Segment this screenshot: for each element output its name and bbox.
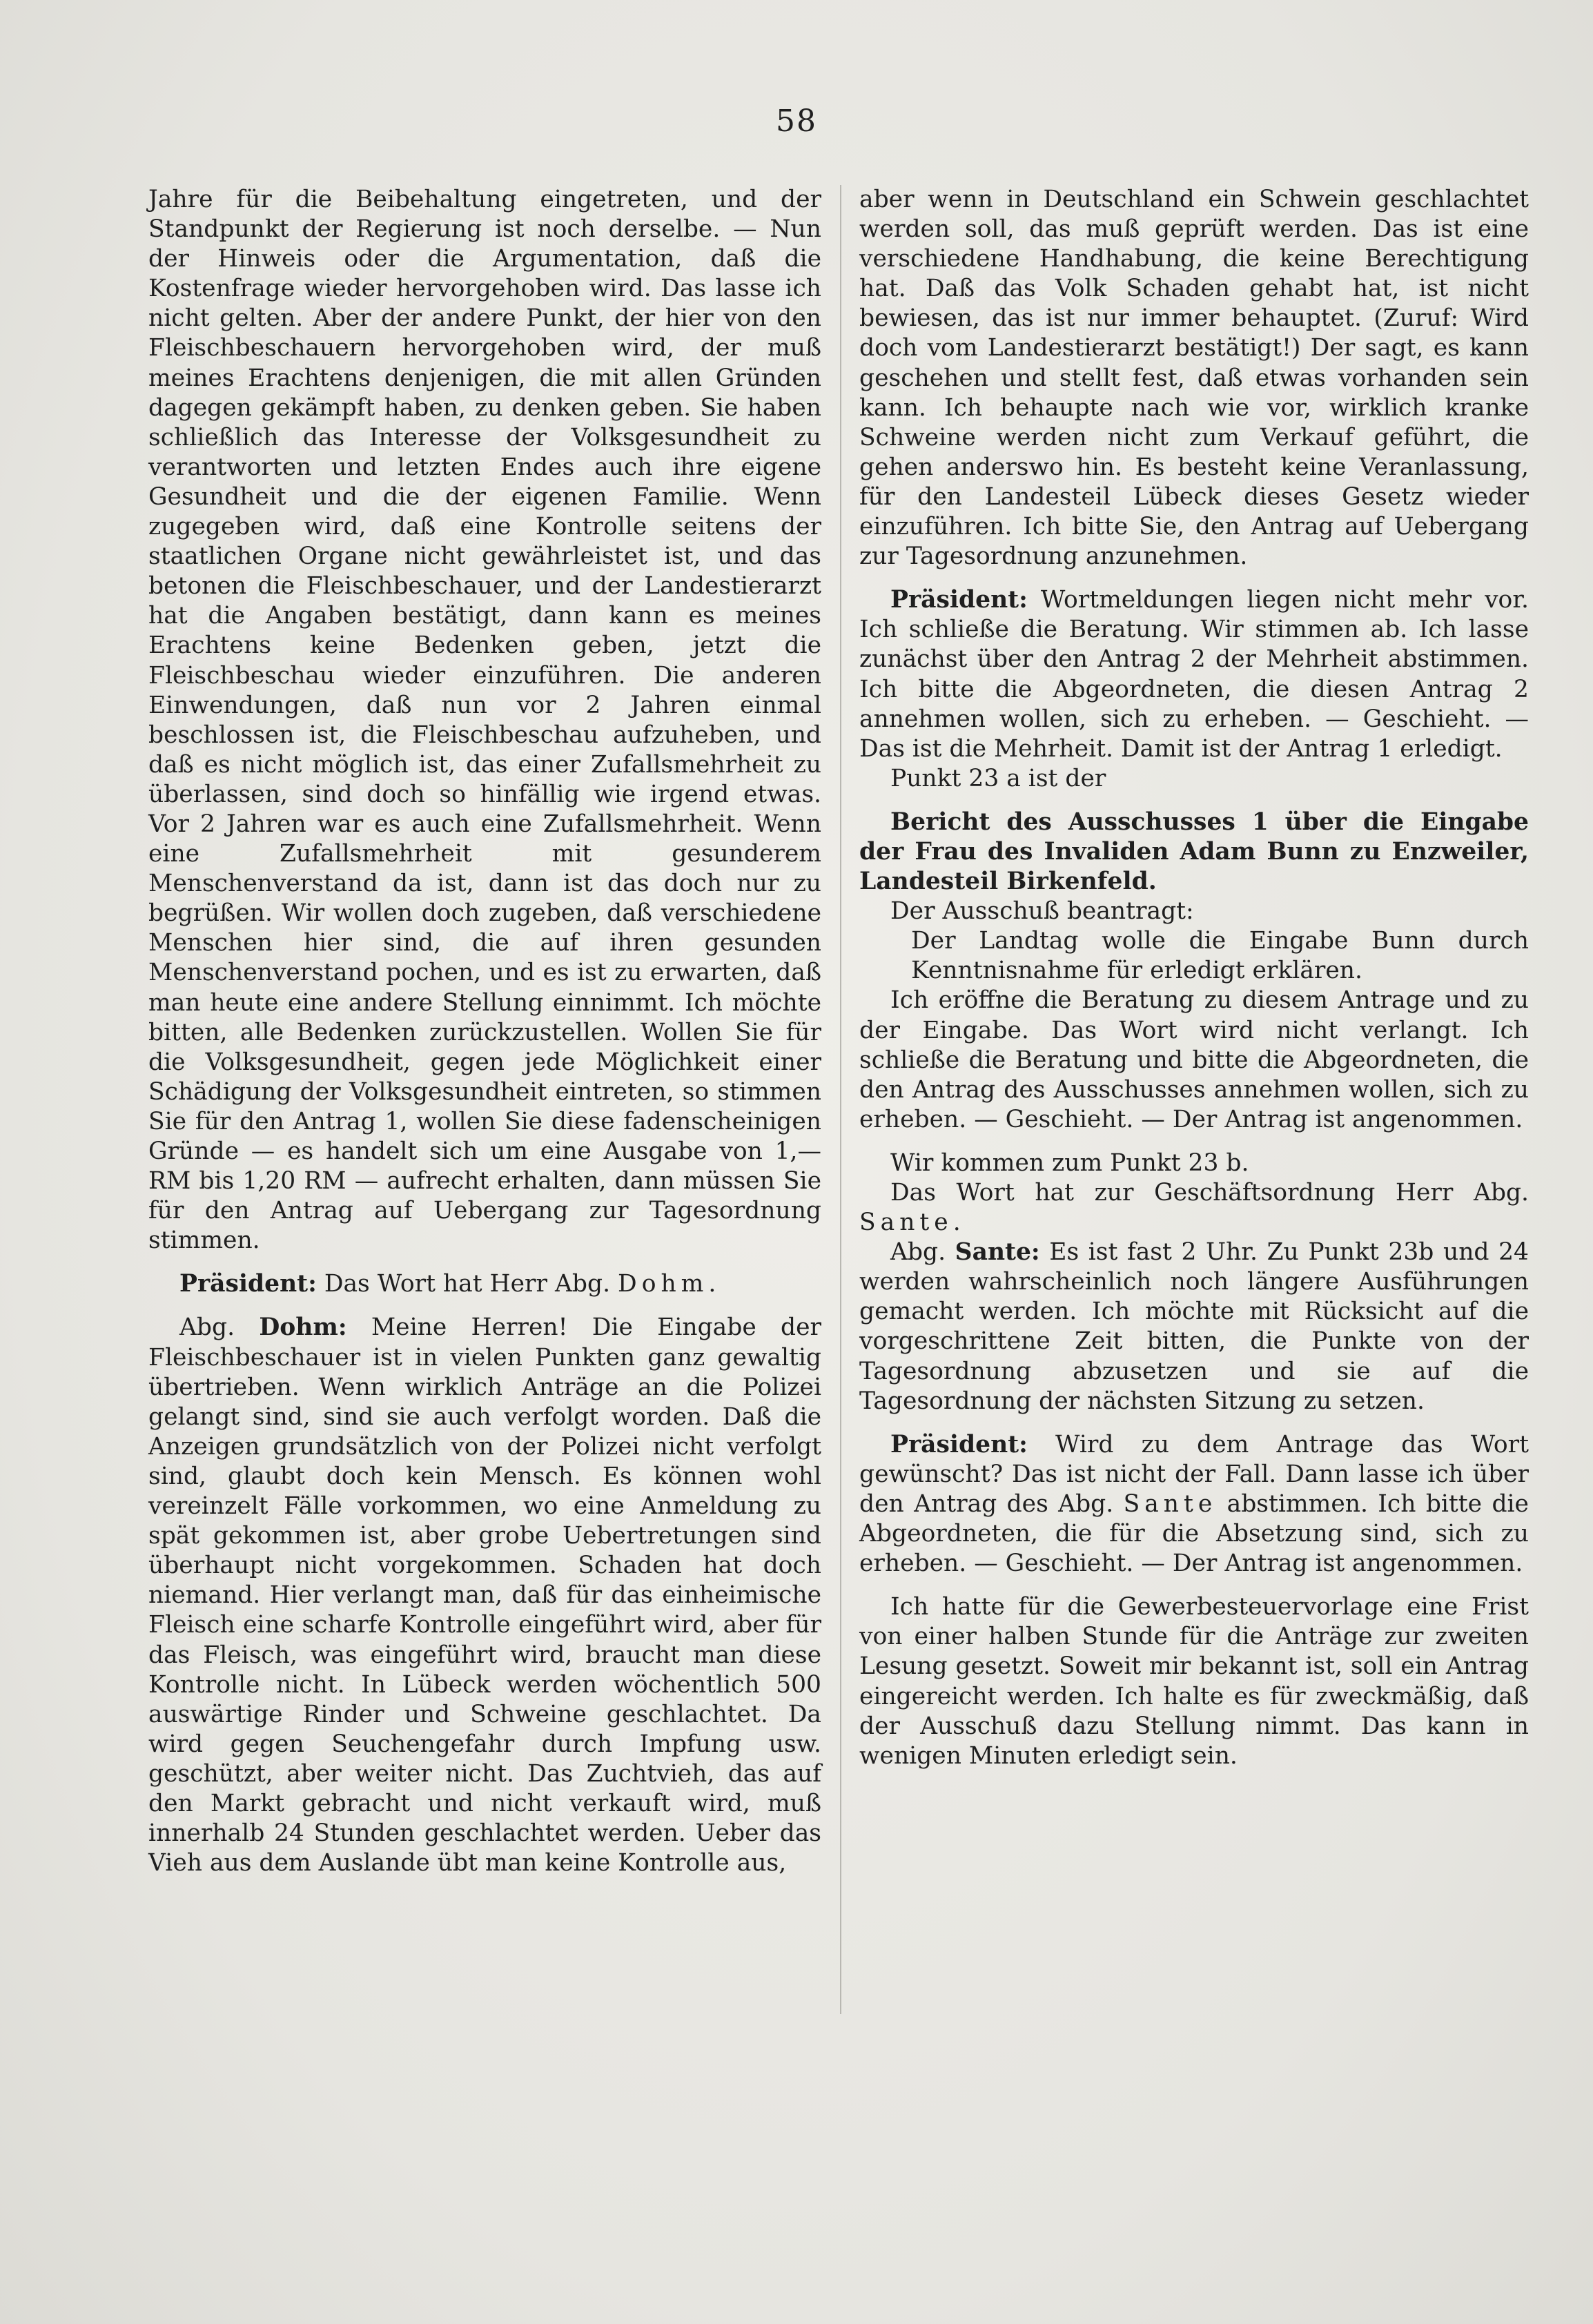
speaker-prefix: Abg. [890,1238,946,1267]
right-paragraph-3: Punkt 23 a ist der [890,764,1106,792]
right-column [859,185,1529,1771]
paragraph-text: Das Wort hat Herr Abg. [324,1270,611,1298]
column-divider [840,185,841,2014]
left-paragraph-1: Jahre für die Beibehaltung eingetreten, und der Standpunkt der Regierung ist noch derselbe. — Nun der Hinweis oder die Argumentation, daß die Kostenfrage wieder hervorgehoben wird. Das lasse ich nicht gelten. Aber der andere Punkt, der hier von den Fleischbeschauern hervorgehoben wird, der muß meines Erachtens denjenigen, die mit allen Gründen dagegen gekämpft haben, zu denken geben. Sie haben schließlich das Interesse der Volksgesundheit zu verantworten und letzten Endes auch ihre eigene Gesundheit und die der eigenen Familie. Wenn zugegeben wird, daß eine Kontrolle seitens der staatlichen Organe nicht gewährleistet ist, und das betonen die Fleischbeschauer, und der Landestierarzt hat die Angaben bestätigt, dann kann es meines Erachtens keine Bedenken geben, jetzt die Fleischbeschau wieder einzuführen. Die anderen Einwendungen, daß nun vor 2 Jahren einmal beschlossen ist, die Fleischbeschau aufzuheben, und daß es nicht möglich ist, das einer Zufallsmehrheit zu überlassen, sind doch so hinfällig wie irgend etwas. Vor 2 Jahren war es auch eine Zufallsmehrheit. Wenn eine Zufallsmehrheit mit gesunderem Menschenverstand da ist, dann ist das doch nur zu begrüßen. Wir wollen doch zugeben, daß verschiedene Menschen hier sind, die auf ihren gesunden Menschenverstand pochen, und es ist zu erwarten, daß man heute eine andere Stellung einnimmt. Ich möchte bitten, alle Bedenken zurückzustellen. Wollen Sie für die Volksgesundheit, gegen jede Möglichkeit einer Schädigung der Volksgesundheit eintreten, so stimmen Sie für den Antrag 1, wollen Sie diese fadenscheinigen Gründe — es handelt sich um eine Ausgabe von 1,— RM bis 1,20 RM — aufrecht erhalten, dann müssen Sie für den Antrag auf Uebergang zur Tagesordnung stimmen. [148,186,821,1255]
paragraph-text: Es ist fast 2 Uhr. Zu Punkt 23b und 24 werden wahrscheinlich noch längere Ausführungen gemacht werden. Ich möchte mit Rücksicht auf die vorgeschrittene Zeit bitten, die Punkte von der Tagesordnung abzusetzen und sie auf die Tagesordnung der nächsten Sitzung zu setzen. [859,1238,1529,1415]
right-paragraph-10: Ich hatte für die Gewerbesteuervorlage eine Frist von einer halben Stunde für die Anträge zur zweiten Lesung gesetzt. Soweit mir bekannt ist, soll ein Antrag eingereicht werden. Ich halte es für zweckmäßig, daß der Ausschuß dazu Stellung nimmt. Das kann in wenigen Minuten erledigt sein. [859,1593,1529,1770]
right-paragraph-1: aber wenn in Deutschland ein Schwein geschlachtet werden soll, das muß geprüft werden. Das ist eine verschiedene Handhabung, die keine Berechtigung hat. Daß das Volk Schaden gehabt hat, ist nicht bewiesen, das ist nur immer behauptet. (Zuruf: Wird doch vom Landestierarzt bestätigt!) Der sagt, es kann geschehen und stellt fest, daß etwas vorhanden sein kann. Ich behaupte nach wie vor, wirklich kranke Schweine werden nicht zum Verkauf geführt, die gehen anderswo hin. Es besteht keine Veranlassung, für den Landesteil Lübeck dieses Gesetz wieder einzuführen. Ich bitte Sie, den Antrag auf Uebergang zur Tagesordnung anzunehmen. [859,186,1529,571]
paragraph-text: Wortmeldungen liegen nicht mehr vor. Ich schließe die Beratung. Wir stimmen ab. Ich lasse zunächst über den Antrag 2 der Mehrheit abstimmen. Ich bitte die Abgeordneten, die diesen Antrag 2 annehmen wollen, sich zu erheben. — Geschieht. — Das ist die Mehrheit. Damit ist der Antrag 1 erledigt. [859,586,1529,763]
speaker-name: Sante. [859,1209,966,1237]
right-paragraph-8 [859,1238,1529,1416]
speaker-name: Dohm. [618,1270,721,1298]
left-paragraph-2 [148,1269,821,1299]
right-paragraph-7 [859,1178,1529,1238]
speaker-label: Dohm: [259,1314,347,1342]
page-number: 58 [776,104,817,139]
paragraph-text: Meine Herren! Die Eingabe der Fleischbeschauer ist in vielen Punkten ganz gewaltig übertrieben. Wenn wirklich Anträge an die Polizei gelangt sind, sind sie auch verfolgt worden. Daß die Anzeigen grundsätzlich von der Polizei nicht verfolgt sind, glaubt doch kein Mensch. Es können wohl vereinzelt Fälle vorkommen, wo eine Anmeldung zu spät gekommen ist, aber grobe Uebertretungen sind überhaupt nicht vorgekommen. Schaden hat doch niemand. Hier verlangt man, daß für das einheimische Fleisch eine scharfe Kontrolle eingeführt wird, aber für das Fleisch, was eingeführt wird, braucht man diese Kontrolle nicht. In Lübeck werden wöchentlich 500 auswärtige Rinder und Schweine geschlachtet. Da wird gegen Seuchengefahr durch Impfung usw. geschützt, aber weiter nicht. Das Zuchtvieh, das auf den Markt gebracht und nicht verkauft wird, muß innerhalb 24 Stunden geschlachtet werden. Ueber das Vieh aus dem Auslande übt man keine Kontrolle aus, [148,1314,822,1877]
speaker-name: Sante [1123,1490,1218,1518]
agenda-heading: Bericht des Ausschusses 1 über die Eingabe der Frau des Invaliden Adam Bunn zu Enzweiler, Landesteil Birkenfeld. [859,808,1529,896]
speaker-label: Sante: [955,1238,1040,1267]
right-paragraph-4: Der Ausschuß beantragt: [890,897,1194,926]
speaker-label: Präsident: [179,1270,317,1298]
right-paragraph-2 [859,585,1529,764]
right-paragraph-5: Ich eröffne die Beratung zu diesem Antrage und zu der Eingabe. Das Wort wird nicht verlangt. Ich schließe die Beratung und bitte die Abgeordneten, die den Antrag des Ausschusses annehmen wollen, sich zu erheben. — Geschieht. — Der Antrag ist angenommen. [859,986,1529,1133]
committee-motion: Der Landtag wolle die Eingabe Bunn durch Kenntnisnahme für erledigt erklären. [911,927,1529,985]
left-column [148,185,821,1878]
left-paragraph-3 [148,1313,821,1878]
right-paragraph-6: Wir kommen zum Punkt 23 b. [890,1149,1249,1177]
speaker-prefix: Abg. [179,1314,235,1342]
paragraph-text: Wird zu dem Antrage das Wort gewünscht? Das ist nicht der Fall. Dann lasse ich über den Antrag des Abg. [859,1430,1529,1518]
speaker-label: Präsident: [890,1430,1028,1458]
speaker-label: Präsident: [890,586,1028,614]
right-paragraph-9 [859,1430,1529,1579]
paragraph-text: abstimmen. Ich bitte die Abgeordneten, die für die Absetzung sind, sich zu erheben. — Geschieht. — Der Antrag ist angenommen. [859,1490,1529,1578]
paragraph-text: Das Wort hat zur Geschäftsordnung Herr Abg. [890,1179,1529,1207]
